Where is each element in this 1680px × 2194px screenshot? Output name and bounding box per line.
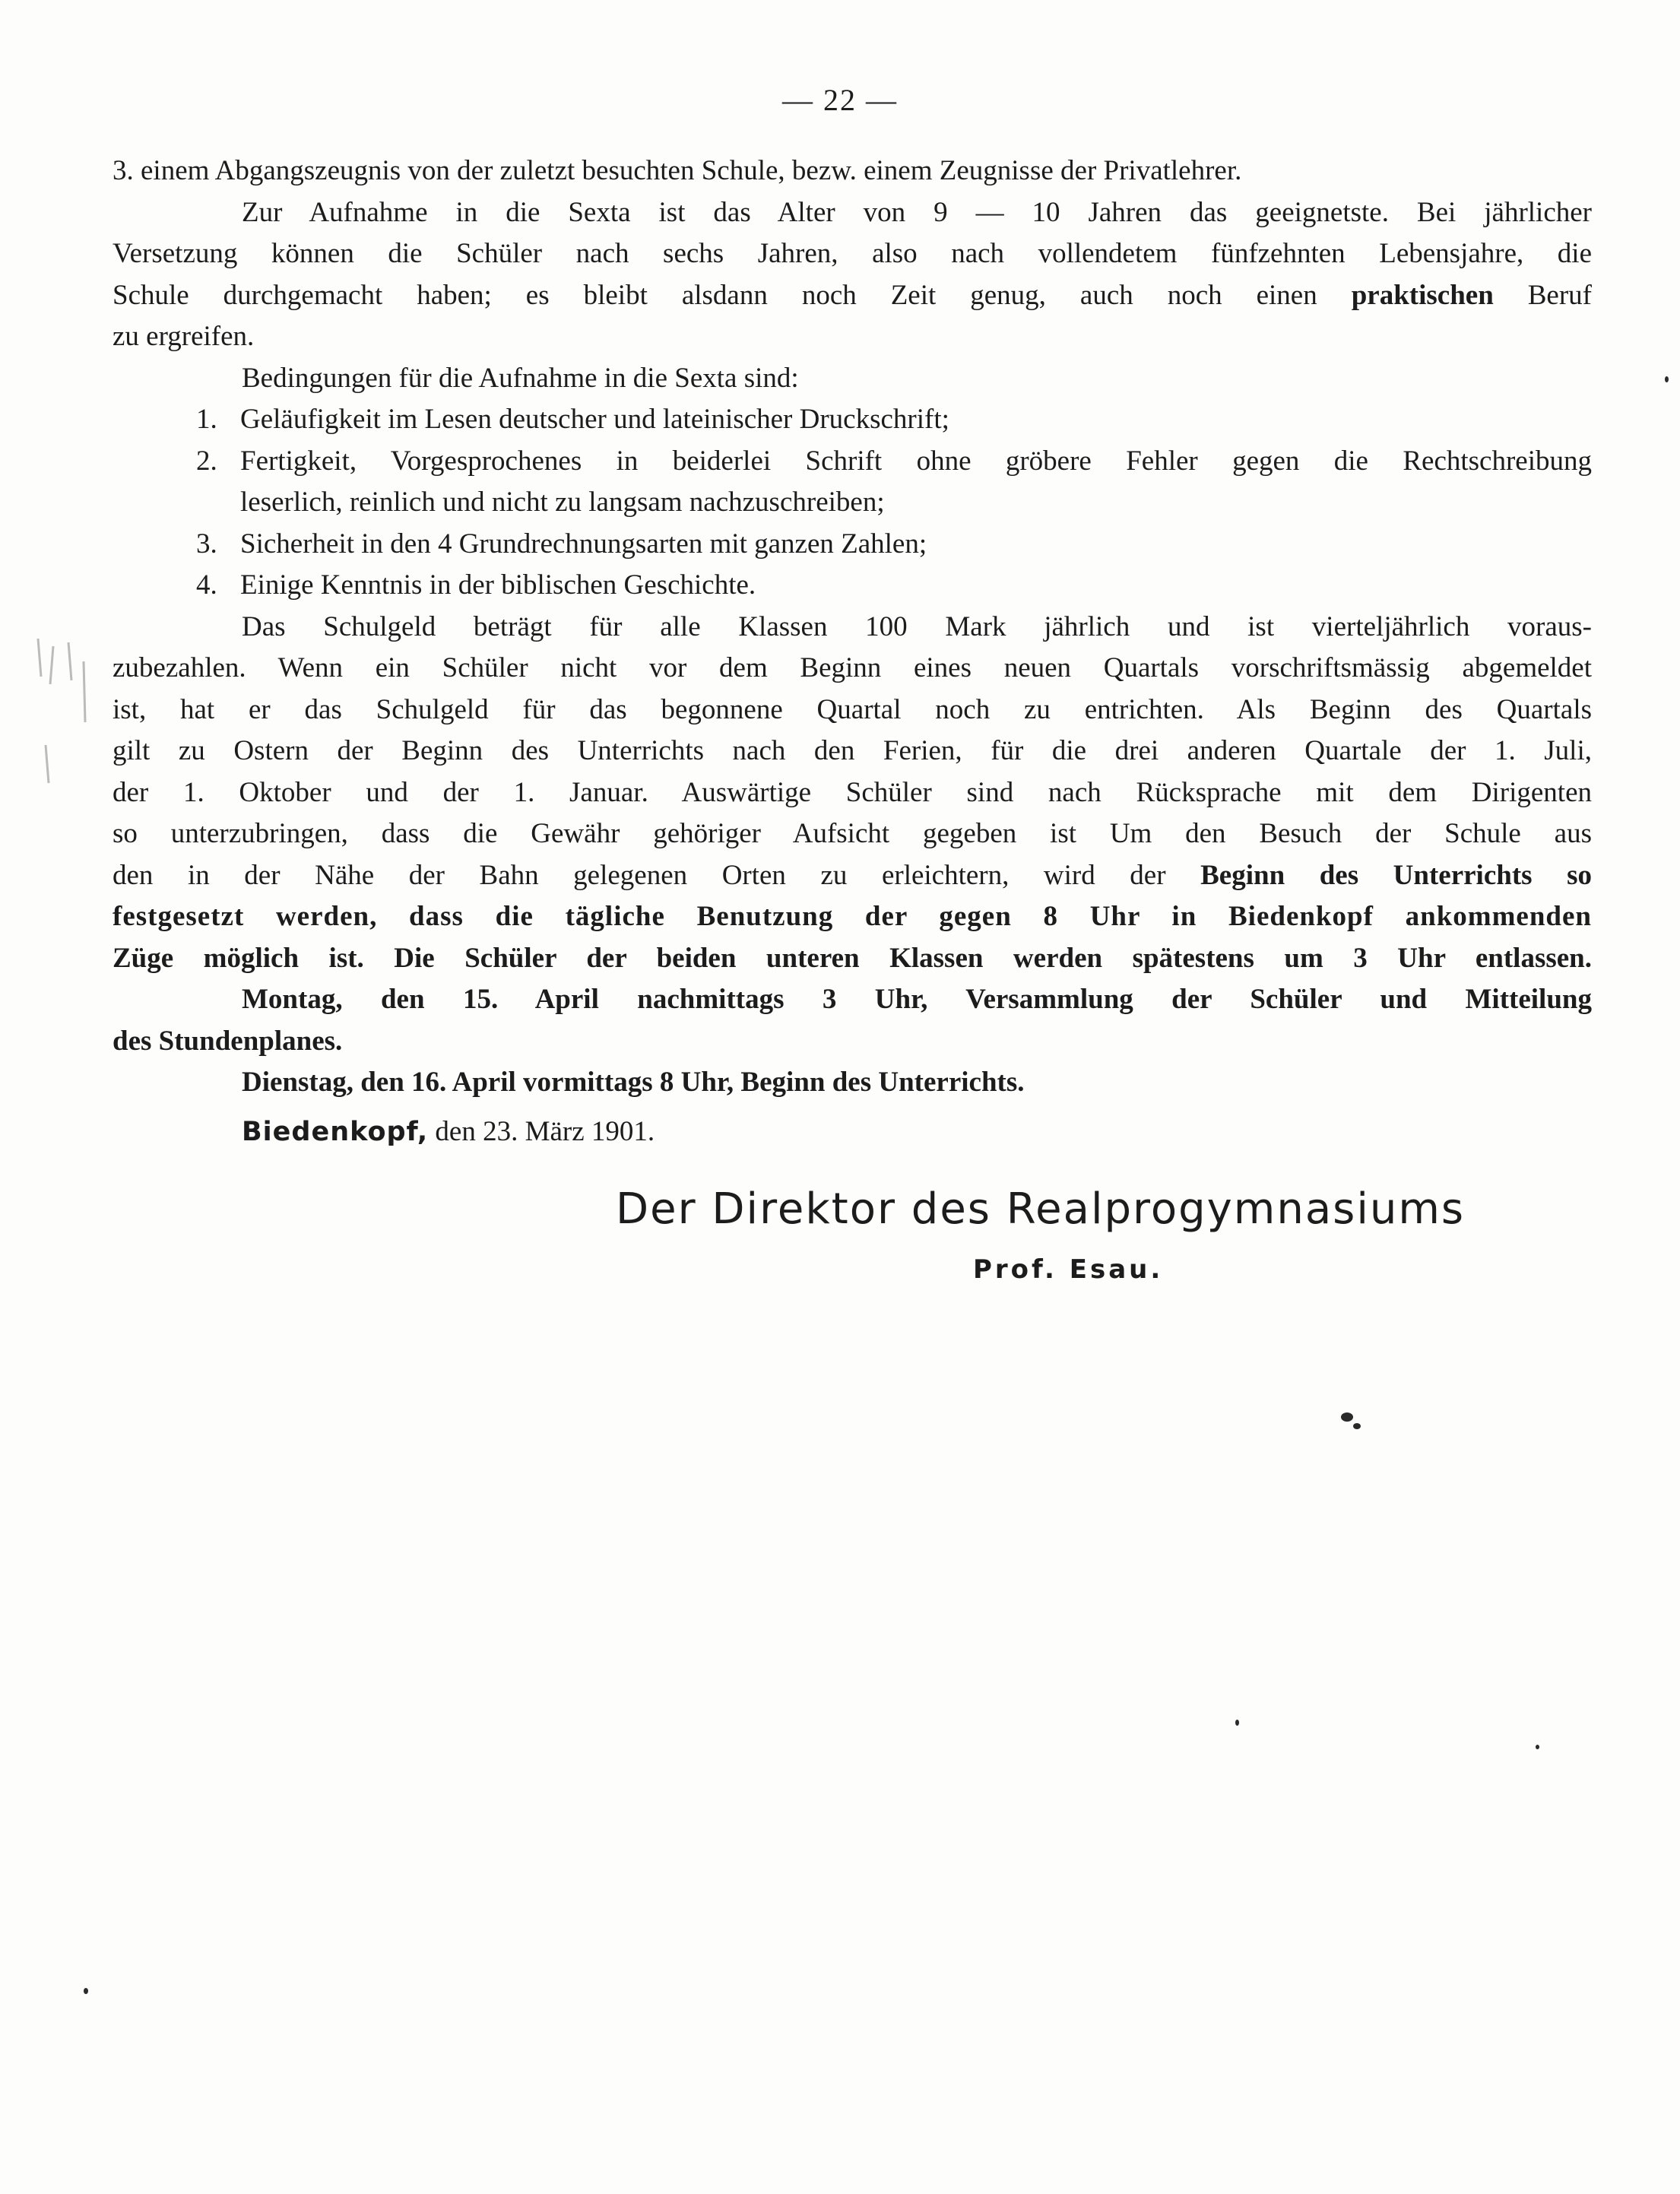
age-paragraph-line: Zur Aufnahme in die Sexta ist das Alter von 9 — 10 Jahren das geeignetste. Bei jährlicher xyxy=(242,196,1592,228)
emphasis-text: Beginn des Unterrichts so xyxy=(1200,859,1592,891)
age-paragraph-line: zu ergreifen. xyxy=(113,321,255,352)
scan-speck xyxy=(1536,1745,1539,1749)
requirement-3-line: 3. einem Abgangszeugnis von der zuletzt besuchten Schule, bezw. einem Zeugnisse der Privatlehrer. xyxy=(113,155,1242,186)
signing-date: den 23. März 1901. xyxy=(435,1115,655,1147)
schedule-tuesday-line: Dienstag, den 16. April vormittags 8 Uhr, Beginn des Unterrichts. xyxy=(242,1067,1025,1098)
age-paragraph-line: Versetzung können die Schüler nach sechs Jahren, also nach vollendetem fünfzehnten Lebensjahre, die xyxy=(113,238,1592,269)
scan-speck xyxy=(1235,1720,1239,1726)
document-body xyxy=(113,151,1592,1152)
margin-annotation xyxy=(30,631,99,813)
fee-paragraph-line: der 1. Oktober und der 1. Januar. Auswärtige Schüler sind nach Rücksprache mit dem Dirigenten xyxy=(113,776,1592,808)
place-name: Biedenkopf, xyxy=(242,1116,429,1147)
text-run: Beruf xyxy=(1527,279,1592,311)
scan-speck xyxy=(1665,376,1669,382)
schedule-monday-line: des Stundenplanes. xyxy=(113,1025,343,1057)
place-date-line xyxy=(113,1111,1592,1153)
condition-item xyxy=(113,565,1592,607)
condition-item xyxy=(113,441,1592,483)
item-text: Fertigkeit, Vorgesprochenes in beiderlei Schrift ohne gröbere Fehler gegen die Rechtschreibung xyxy=(240,445,1592,477)
item-number: 3. xyxy=(196,528,217,560)
item-number: 4. xyxy=(196,569,217,601)
fee-paragraph-line: gilt zu Ostern der Beginn des Unterrichts nach den Ferien, für die drei anderen Quartale der 1. Juli, xyxy=(113,735,1592,766)
item-number: 2. xyxy=(196,445,217,477)
emphasis-text: praktischen xyxy=(1351,279,1494,311)
schedule-monday-line: Montag, den 15. April nachmittags 3 Uhr, Versammlung der Schüler und Mitteilung xyxy=(242,984,1592,1015)
item-number: 1. xyxy=(196,404,217,435)
item-text: Sicherheit in den 4 Grundrechnungsarten mit ganzen Zahlen; xyxy=(240,528,927,560)
signatory-name: Prof. Esau. xyxy=(973,1254,1164,1285)
fee-paragraph-line: zubezahlen. Wenn ein Schüler nicht vor dem Beginn eines neuen Quartals vorschriftsmässig abgemeldet xyxy=(113,652,1592,683)
conditions-heading: Bedingungen für die Aufnahme in die Sexta sind: xyxy=(242,362,799,394)
scan-speck xyxy=(1353,1423,1361,1429)
condition-item-continuation: leserlich, reinlich und nicht zu langsam nachzuschreiben; xyxy=(240,487,885,518)
fee-paragraph-line: Züge möglich ist. Die Schüler der beiden unteren Klassen werden spätestens um 3 Uhr entlassen. xyxy=(113,942,1592,974)
item-text: Geläufigkeit im Lesen deutscher und lateinischer Druckschrift; xyxy=(240,404,949,435)
age-paragraph-line xyxy=(113,275,1592,317)
item-text: Einige Kenntnis in der biblischen Geschichte. xyxy=(240,569,756,601)
text-run: den in der Nähe der Bahn gelegenen Orten zu erleichtern, wird der xyxy=(113,859,1166,891)
condition-item xyxy=(113,399,1592,441)
fee-paragraph-line: so unterzubringen, dass die Gewähr gehöriger Aufsicht gegeben ist Um den Besuch der Schule aus xyxy=(113,818,1592,849)
text-run: Schule durchgemacht haben; es bleibt alsdann noch Zeit genug, auch noch einen xyxy=(113,279,1317,311)
signatory-title: Der Direktor des Realprogymnasiums xyxy=(616,1184,1466,1234)
fee-paragraph-line: festgesetzt werden, dass die tägliche Benutzung der gegen 8 Uhr in Biedenkopf ankommenden xyxy=(113,901,1592,932)
page-number: — 22 — xyxy=(782,83,898,117)
fee-paragraph-line xyxy=(113,855,1592,897)
scan-speck xyxy=(1341,1412,1353,1422)
condition-item xyxy=(113,524,1592,566)
fee-paragraph-line: ist, hat er das Schulgeld für das begonnene Quartal noch zu entrichten. Als Beginn des Quartals xyxy=(113,693,1592,725)
fee-paragraph-line: Das Schulgeld beträgt für alle Klassen 100 Mark jährlich und ist vierteljährlich voraus- xyxy=(242,610,1592,642)
scan-speck xyxy=(84,1988,88,1994)
